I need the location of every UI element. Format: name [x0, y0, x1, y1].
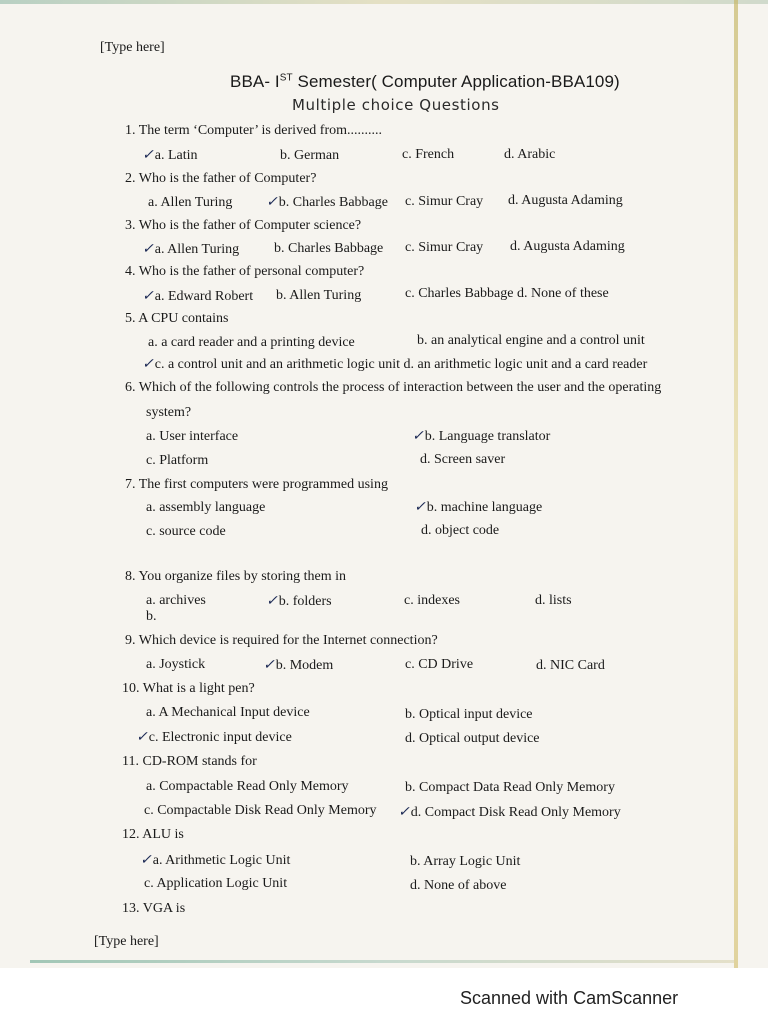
question-11: 11. CD-ROM stands for: [122, 754, 257, 769]
tick-mark-icon: ✓: [412, 429, 424, 444]
q3-option-a: ✓a. Allen Turing: [142, 242, 240, 257]
q3-option-c: c. Simur Cray: [405, 240, 484, 255]
question-5: 5. A CPU contains: [125, 311, 229, 326]
q9-option-d: d. NIC Card: [536, 658, 605, 673]
question-8: 8. You organize files by storing them in: [125, 569, 347, 584]
page-edge-bottom: [30, 960, 734, 963]
q2-option-b: ✓b. Charles Babbage: [266, 195, 388, 210]
q1-option-d: d. Arabic: [504, 147, 556, 162]
tick-mark-icon: ✓: [136, 730, 148, 745]
q7-option-d: d. object code: [421, 523, 500, 538]
q7-option-c: c. source code: [146, 524, 226, 539]
q4-option-a: ✓a. Edward Robert: [142, 289, 254, 304]
q8-option-c: c. indexes: [404, 593, 460, 608]
q9-option-c: c. CD Drive: [405, 657, 474, 672]
q2-option-c: c. Simur Cray: [405, 194, 484, 209]
q6-option-c: c. Platform: [146, 453, 209, 468]
page-title: BBA- IST Semester( Computer Application-BBA109): [230, 72, 620, 91]
question-12: 12. ALU is: [122, 827, 184, 842]
q12-option-c: c. Application Logic Unit: [144, 876, 288, 891]
q8-option-a: a. archives: [146, 593, 206, 608]
tick-mark-icon: ✓: [142, 289, 154, 304]
q11-option-d: ✓d. Compact Disk Read Only Memory: [398, 805, 621, 820]
scanner-watermark: Scanned with CamScanner: [460, 988, 679, 1008]
page-edge-right: [734, 0, 738, 968]
q9-option-b: ✓b. Modem: [263, 658, 334, 673]
q1-option-c: c. French: [402, 147, 455, 162]
q8-stray-label: b.: [146, 609, 157, 624]
q7-option-a: a. assembly language: [146, 500, 266, 515]
q8-option-d: d. lists: [535, 593, 572, 608]
q10-option-c: ✓c. Electronic input device: [136, 730, 292, 745]
question-10: 10. What is a light pen?: [122, 681, 255, 696]
q5-option-b: b. an analytical engine and a control unit: [417, 333, 645, 348]
q1-option-a: ✓a. Latin: [142, 148, 198, 163]
q2-option-d: d. Augusta Adaming: [508, 193, 623, 208]
tick-mark-icon: ✓: [266, 195, 278, 210]
question-2: 2. Who is the father of Computer?: [125, 171, 317, 186]
q1-option-b: b. German: [280, 148, 340, 163]
q2-option-a: a. Allen Turing: [148, 195, 233, 210]
q10-option-a: a. A Mechanical Input device: [146, 705, 310, 720]
tick-mark-icon: ✓: [414, 500, 426, 515]
question-3: 3. Who is the father of Computer science?: [125, 218, 362, 233]
tick-mark-icon: ✓: [140, 853, 152, 868]
q11-option-b: b. Compact Data Read Only Memory: [405, 780, 615, 795]
page-header: [Type here]: [100, 40, 165, 55]
q9-option-a: a. Joystick: [146, 657, 206, 672]
tick-mark-icon: ✓: [142, 242, 154, 257]
q6-option-a: a. User interface: [146, 429, 239, 444]
q11-option-c: c. Compactable Disk Read Only Memory: [144, 803, 377, 818]
tick-mark-icon: ✓: [398, 805, 410, 820]
page-subtitle: Multiple choice Questions: [292, 96, 500, 114]
page-edge-top: [0, 0, 768, 4]
q5-option-c: ✓c. a control unit and an arithmetic logic unit d. an arithmetic logic unit and a card reader: [142, 357, 648, 372]
q7-option-b: ✓b. machine language: [414, 500, 543, 515]
question-6: 6. Which of the following controls the process of interaction between the user and the operating: [125, 380, 662, 395]
tick-mark-icon: ✓: [142, 148, 154, 163]
question-4: 4. Who is the father of personal computer?: [125, 264, 365, 279]
q3-option-b: b. Charles Babbage: [274, 241, 384, 256]
q10-option-b: b. Optical input device: [405, 707, 533, 722]
q10-option-d: d. Optical output device: [405, 731, 540, 746]
question-1: 1. The term ‘Computer’ is derived from..........: [125, 123, 382, 138]
tick-mark-icon: ✓: [142, 357, 154, 372]
q3-option-d: d. Augusta Adaming: [510, 239, 625, 254]
question-7: 7. The first computers were programmed using: [125, 477, 388, 492]
question-9: 9. Which device is required for the Internet connection?: [125, 633, 438, 648]
q12-option-b: b. Array Logic Unit: [410, 854, 521, 869]
q4-option-b: b. Allen Turing: [276, 288, 362, 303]
q6-option-b: ✓b. Language translator: [412, 429, 551, 444]
page-footer: [Type here]: [94, 934, 159, 949]
q6-option-d: d. Screen saver: [420, 452, 506, 467]
q5-option-a: a. a card reader and a printing device: [148, 335, 355, 350]
q11-option-a: a. Compactable Read Only Memory: [146, 779, 349, 794]
tick-mark-icon: ✓: [266, 594, 278, 609]
tick-mark-icon: ✓: [263, 658, 275, 673]
q8-option-b: ✓b. folders: [266, 594, 332, 609]
q4-option-c: c. Charles Babbage d. None of these: [405, 286, 609, 301]
q12-option-a: ✓a. Arithmetic Logic Unit: [140, 853, 291, 868]
q12-option-d: d. None of above: [410, 878, 507, 893]
question-13: 13. VGA is: [122, 901, 186, 916]
question-6-continued: system?: [146, 405, 192, 420]
